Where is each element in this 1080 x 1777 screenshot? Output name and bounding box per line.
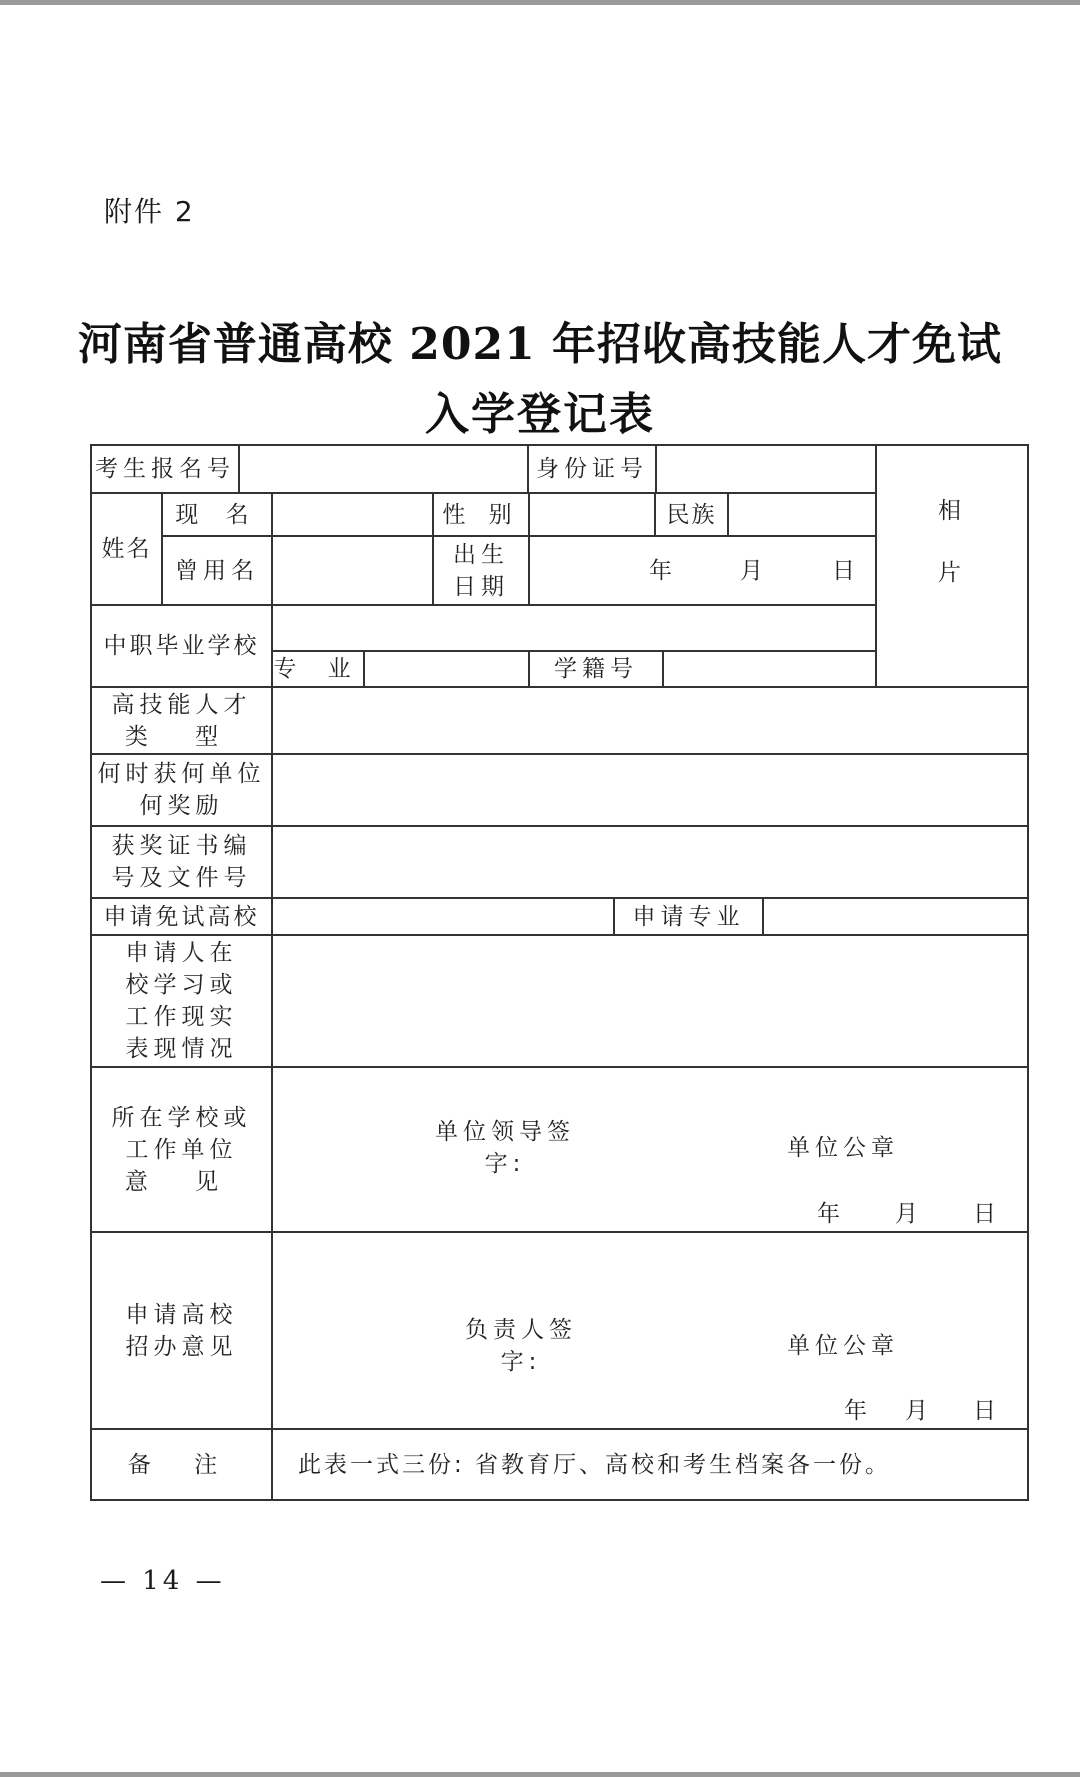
unit-opinion-label-line-2: 工作单位 <box>125 1136 238 1163</box>
birth-label-line-2: 日期 <box>453 573 509 600</box>
award-label-line-2: 何奖励 <box>139 793 224 819</box>
school-field[interactable] <box>273 606 875 650</box>
performance-label-line-1: 申请人在 <box>125 940 238 966</box>
award-label-line-1: 何时获何单位 <box>97 761 266 787</box>
form-title-line-2: 入学登记表 <box>425 389 655 440</box>
unit-opinion-label-line-3: 意 见 <box>124 1168 239 1195</box>
page-number: — 14 — <box>100 1566 226 1596</box>
birth-date-label <box>434 537 528 604</box>
former-name-label: 曾用名 <box>175 557 259 584</box>
table-border-right <box>1027 444 1029 1501</box>
birth-month-label: 月 <box>740 558 768 584</box>
birth-day-label: 日 <box>832 558 860 584</box>
unit-opinion-label <box>92 1068 271 1231</box>
table-border-bottom <box>90 1499 1029 1501</box>
exam-number-label: 考生报名号 <box>95 456 235 482</box>
student-number-label: 学籍号 <box>554 656 638 682</box>
unit-date-month: 月 <box>895 1201 923 1227</box>
performance-label-line-3: 工作现实 <box>125 1004 238 1030</box>
college-date-year: 年 <box>844 1398 872 1424</box>
student-number-field[interactable] <box>664 652 875 686</box>
id-number-field[interactable] <box>657 446 875 492</box>
major-label: 专 业 <box>273 656 363 682</box>
gender-field[interactable] <box>530 494 654 535</box>
apply-school-label: 申请免试高校 <box>103 903 260 930</box>
apply-school-field[interactable] <box>273 899 613 934</box>
talent-type-label-line-2: 类 型 <box>124 723 239 750</box>
exam-number-field[interactable] <box>240 446 527 492</box>
photo-label-2: 片 <box>938 560 966 586</box>
college-opinion-label-line-2: 招办意见 <box>125 1333 238 1360</box>
current-name-field[interactable] <box>273 494 432 535</box>
unit-leader-signature-label: 单位领导签字: <box>435 1119 575 1177</box>
award-label <box>92 755 271 825</box>
gender-label: 性 别 <box>442 501 520 528</box>
school-label: 中职毕业学校 <box>103 633 260 659</box>
performance-label-line-4: 表现情况 <box>125 1036 238 1062</box>
apply-major-label: 申请专业 <box>632 903 745 930</box>
apply-major-field[interactable] <box>764 899 1027 934</box>
birth-date-field[interactable] <box>530 537 875 604</box>
form-title-line-1: 河南省普通高校 2021 年招收高技能人才免试 <box>77 319 1003 370</box>
performance-label <box>92 936 271 1066</box>
former-name-field[interactable] <box>273 537 432 604</box>
talent-type-label <box>92 688 271 753</box>
name-label: 姓名 <box>101 536 152 562</box>
unit-seal-label: 单位公章 <box>787 1135 899 1161</box>
college-date-month: 月 <box>905 1398 933 1424</box>
photo-label-1: 相 <box>938 498 966 524</box>
birth-label-line-1: 出生 <box>453 541 509 568</box>
performance-field[interactable] <box>273 936 1027 1066</box>
ethnicity-field[interactable] <box>729 494 875 535</box>
major-field[interactable] <box>365 652 528 686</box>
talent-type-label-line-1: 高技能人才 <box>111 691 252 718</box>
remarks-label: 备 注 <box>127 1451 236 1478</box>
performance-label-line-2: 校学习或 <box>125 972 238 998</box>
certificate-label-line-1: 获奖证书编 <box>111 833 252 859</box>
remarks-text: 此表一式三份: 省教育厅、高校和考生档案各一份。 <box>298 1451 892 1478</box>
ethnicity-label: 民族 <box>666 501 717 528</box>
college-opinion-label-line-1: 申请高校 <box>125 1301 238 1328</box>
unit-date-year: 年 <box>817 1201 845 1227</box>
award-field[interactable] <box>273 755 1027 825</box>
college-seal-label: 单位公章 <box>787 1333 899 1359</box>
current-name-label: 现 名 <box>175 501 259 528</box>
attachment-label: 附件 2 <box>104 195 195 228</box>
certificate-label-line-2: 号及文件号 <box>111 865 252 891</box>
certificate-label <box>92 827 271 897</box>
birth-year-label: 年 <box>649 558 677 584</box>
certificate-field[interactable] <box>273 827 1027 897</box>
unit-opinion-label-line-1: 所在学校或 <box>111 1104 252 1131</box>
photo-area[interactable] <box>877 446 1027 686</box>
college-date-day: 日 <box>973 1398 1001 1424</box>
bottom-border-bar <box>0 1772 1080 1777</box>
responsible-signature-label: 负责人签字: <box>465 1317 577 1375</box>
talent-type-field[interactable] <box>273 688 1027 753</box>
unit-date-day: 日 <box>973 1201 1001 1227</box>
id-number-label: 身份证号 <box>536 456 648 482</box>
college-opinion-label <box>92 1233 271 1428</box>
